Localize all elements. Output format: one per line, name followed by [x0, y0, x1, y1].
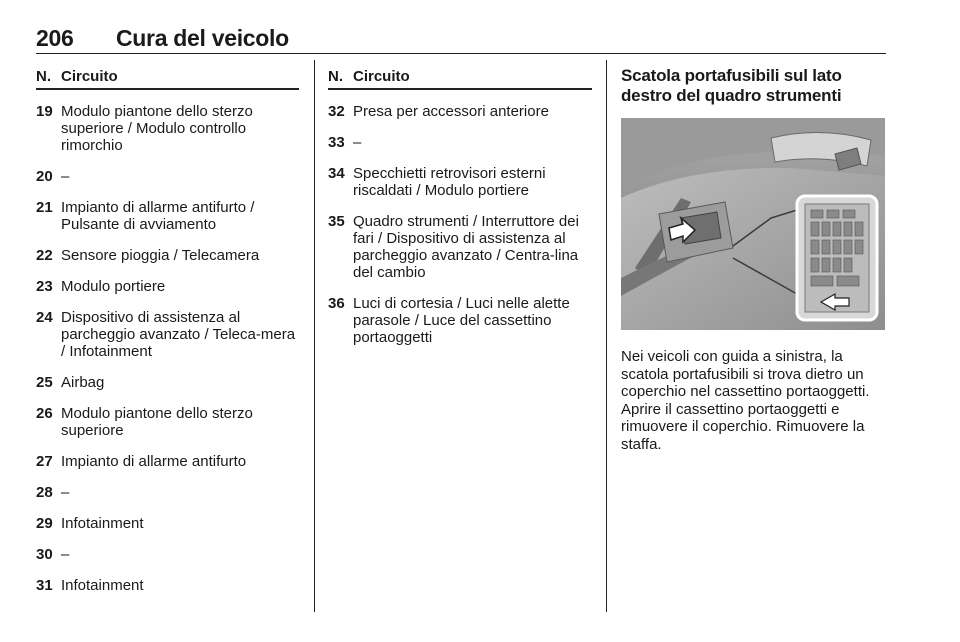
fuse-number: 24	[36, 309, 53, 326]
fuse-number: 30	[36, 546, 53, 563]
circuit-text: Luci di cortesia / Luci nelle alette parasole / Luce del cassettino portaoggetti	[353, 295, 570, 346]
section-body	[621, 348, 886, 453]
fuse-number: 28	[36, 484, 53, 501]
fuse-box-photo	[621, 118, 885, 330]
fuse-table-2	[328, 66, 592, 360]
fuse-number: 32	[328, 103, 345, 120]
table-row	[36, 247, 299, 264]
fuse-number: 20	[36, 168, 53, 185]
circuit-text: Dispositivo di assistenza al parcheggio avanzato / Teleca-mera / Infotainment	[61, 309, 296, 360]
fuse-number: 25	[36, 374, 53, 391]
section-heading: Scatola portafusibili sul lato destro del quadro strumenti	[621, 66, 842, 105]
circuit-text: Infotainment	[61, 515, 144, 532]
table-row	[328, 295, 592, 346]
table-row	[36, 278, 299, 295]
table-header	[328, 66, 592, 90]
fuse-number: 35	[328, 213, 345, 230]
circuit-text: –	[61, 484, 70, 501]
page-title: Cura del veicolo	[116, 25, 289, 51]
table-row	[36, 484, 299, 501]
circuit-text: Presa per accessori anteriore	[353, 103, 549, 120]
circuit-text: Quadro strumenti / Interruttore dei fari / Dispositivo di assistenza al parcheggio avanzato / Centra-lina del cambio	[353, 213, 579, 281]
table-row	[36, 103, 299, 154]
column-header-circuit: Circuito	[353, 68, 410, 85]
table-row	[36, 199, 299, 233]
fuse-number: 29	[36, 515, 53, 532]
table-row	[36, 309, 299, 360]
fuse-number: 33	[328, 134, 345, 151]
column-divider-1	[314, 60, 315, 612]
fuse-number: 27	[36, 453, 53, 470]
table-header	[36, 66, 299, 90]
fuse-number: 26	[36, 405, 53, 422]
table-row	[36, 577, 299, 594]
circuit-text: –	[353, 134, 362, 151]
circuit-text: Specchietti retrovisori esterni riscaldati / Modulo portiere	[353, 165, 546, 199]
circuit-text: –	[61, 546, 70, 563]
page-number: 206	[36, 25, 74, 51]
circuit-text: Sensore pioggia / Telecamera	[61, 247, 260, 264]
dashboard-illustration	[621, 118, 885, 330]
circuit-text: Impianto di allarme antifurto / Pulsante di avviamento	[61, 199, 255, 233]
circuit-text: Modulo portiere	[61, 278, 166, 295]
table-row	[328, 103, 592, 120]
circuit-text: Modulo piantone dello sterzo superiore / Modulo controllo rimorchio	[61, 103, 253, 154]
column-header-number: N.	[328, 68, 343, 85]
table-row	[328, 165, 592, 199]
fuse-number: 34	[328, 165, 345, 182]
fuse-number: 31	[36, 577, 53, 594]
fuse-number: 21	[36, 199, 53, 216]
table-row	[328, 134, 592, 151]
table-row	[328, 213, 592, 281]
fuse-number: 22	[36, 247, 53, 264]
table-row	[36, 515, 299, 532]
fuse-table-1	[36, 66, 299, 608]
column-divider-2	[606, 60, 607, 612]
circuit-text: –	[61, 168, 70, 185]
table-row	[36, 453, 299, 470]
column-header-number: N.	[36, 68, 51, 85]
circuit-text: Impianto di allarme antifurto	[61, 453, 247, 470]
table-row	[36, 405, 299, 439]
fuse-number: 19	[36, 103, 53, 120]
circuit-text: Modulo piantone dello sterzo superiore	[61, 405, 253, 439]
header-rule	[36, 53, 886, 54]
fuse-box-section	[621, 66, 886, 453]
table-row	[36, 374, 299, 391]
fuse-number: 36	[328, 295, 345, 312]
fuse-number: 23	[36, 278, 53, 295]
circuit-text: Infotainment	[61, 577, 144, 594]
column-header-circuit: Circuito	[61, 68, 118, 85]
circuit-text: Airbag	[61, 374, 105, 391]
page-header	[36, 25, 886, 53]
table-row	[36, 168, 299, 185]
table-row	[36, 546, 299, 563]
body-paragraph: Nei veicoli con guida a sinistra, la scatola portafusibili si trova dietro un coperchio nel cassettino portaoggetti. Aprire il cassettino portaoggetti e rimuovere il coperchio. Rimuovere la staffa.	[621, 348, 870, 453]
